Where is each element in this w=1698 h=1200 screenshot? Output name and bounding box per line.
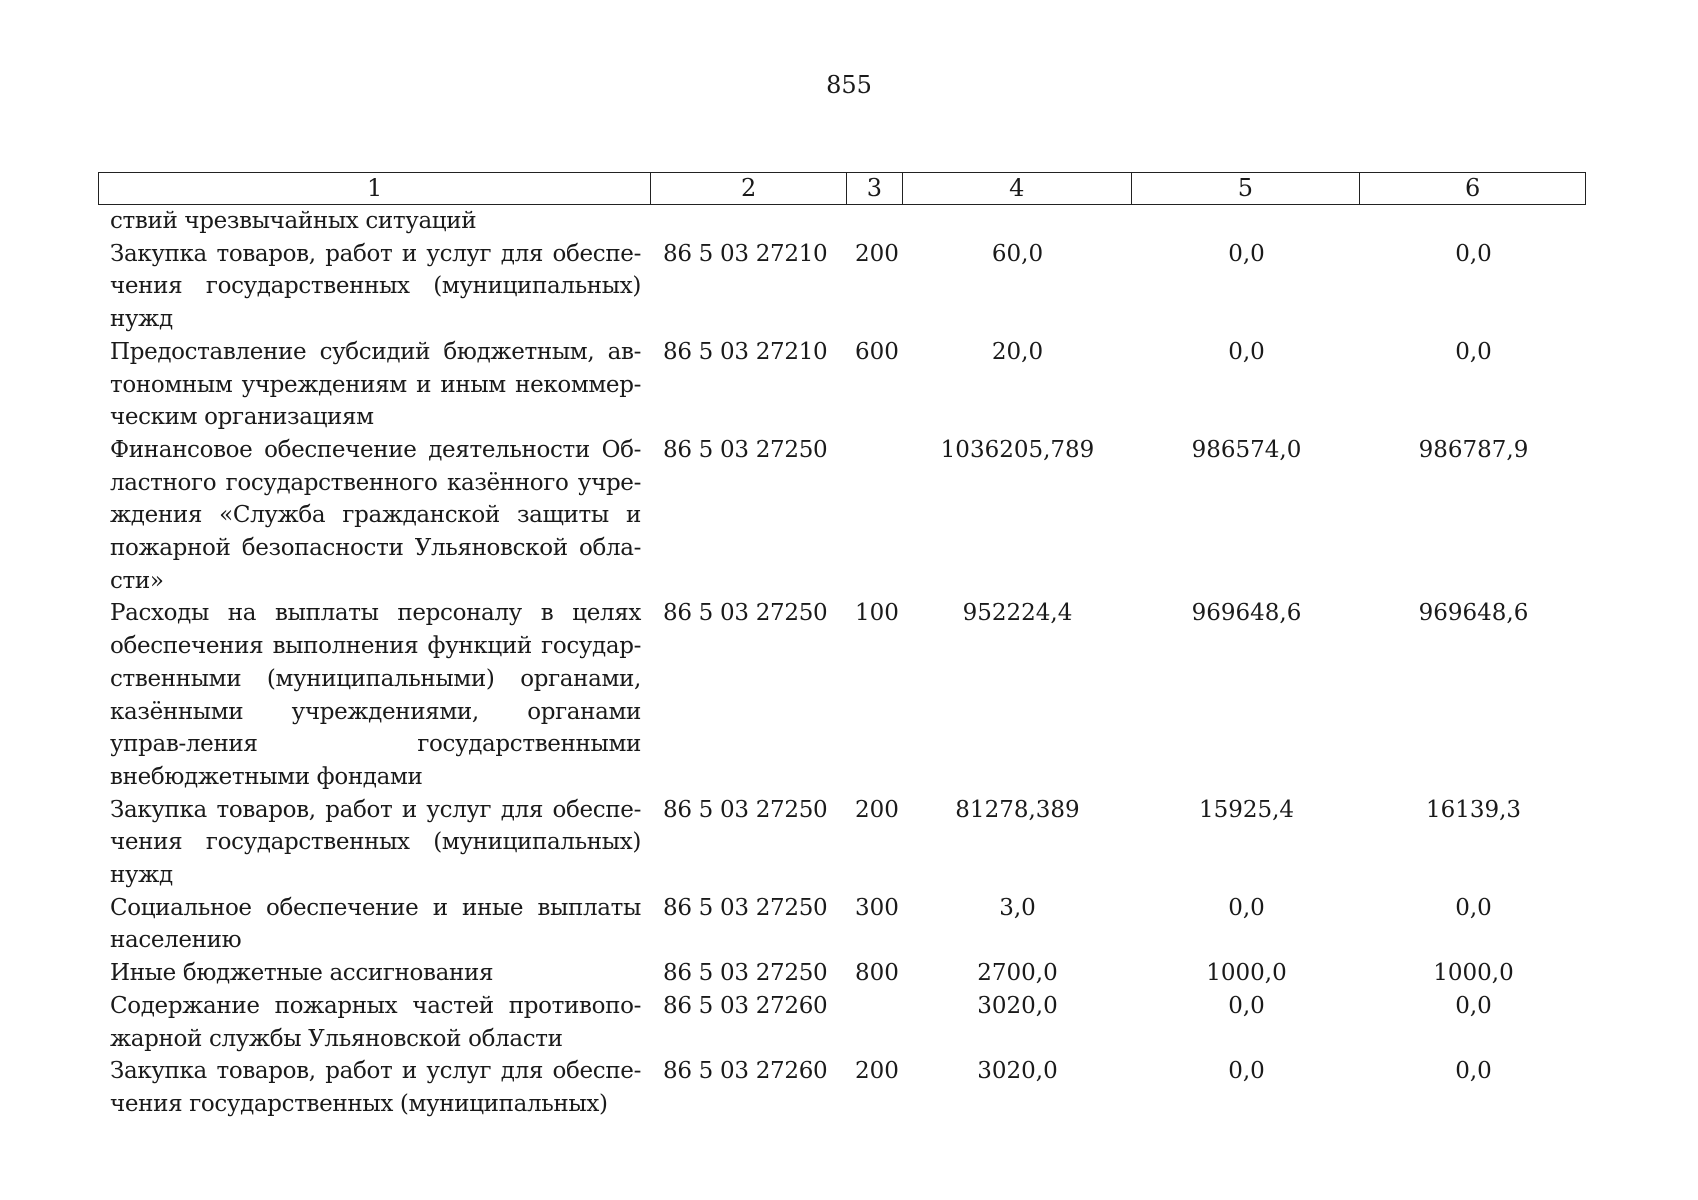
row-value-col6: 0,0 (1455, 992, 1492, 1019)
row-description: Закупка товаров, работ и услуг для обеспе-чения государственных (муниципальных) нужд (110, 796, 641, 889)
row-value-col6: 0,0 (1455, 338, 1492, 365)
row-value-col4: 2700,0 (977, 960, 1058, 987)
row-expense-type: 600 (855, 338, 899, 365)
row-value-col4: 20,0 (991, 338, 1044, 365)
row-description: Закупка товаров, работ и услуг для обеспе-чения государственных (муниципальных) нужд (110, 240, 641, 333)
header-col-5: 5 (1132, 173, 1361, 204)
row-value-col5: 0,0 (1228, 338, 1265, 365)
header-col-1: 1 (99, 173, 651, 204)
row-description: Содержание пожарных частей противопо-жарной службы Ульяновской области (110, 992, 641, 1052)
row-expense-type: 200 (855, 1058, 899, 1085)
row-value-col4: 3,0 (999, 894, 1036, 921)
row-value-col4: 3020,0 (977, 1058, 1058, 1085)
row-value-col6: 986787,9 (1418, 436, 1529, 463)
row-description: Финансовое обеспечение деятельности Об-ластного государственного казённого учре-ждения «Служба гражданской защиты и пожарной безопасности Ульяновской обла-сти» (110, 436, 641, 594)
table-row (98, 957, 1586, 990)
row-value-col4: 952224,4 (962, 600, 1073, 627)
row-description: Иные бюджетные ассигнования (110, 960, 494, 987)
row-value-col6: 0,0 (1455, 894, 1492, 921)
row-expense-type: 200 (855, 796, 899, 823)
page-number: 855 (826, 71, 872, 99)
row-value-col5: 15925,4 (1198, 796, 1295, 823)
row-value-col4: 81278,389 (955, 796, 1080, 823)
row-value-col6: 16139,3 (1425, 796, 1522, 823)
row-value-col5: 1000,0 (1206, 960, 1287, 987)
table-header-row (98, 172, 1586, 205)
row-value-col4: 60,0 (991, 240, 1044, 267)
budget-table (98, 172, 1586, 1121)
row-value-col6: 969648,6 (1418, 600, 1529, 627)
table-row (98, 892, 1586, 957)
header-col-4: 4 (903, 173, 1132, 204)
row-value-col5: 0,0 (1228, 240, 1265, 267)
table-row (98, 1055, 1586, 1120)
row-expense-type: 200 (855, 240, 899, 267)
row-description: Закупка товаров, работ и услуг для обеспе-чения государственных (муниципальных) (110, 1058, 641, 1117)
row-expense-type: 800 (855, 960, 899, 987)
row-value-col5: 0,0 (1228, 894, 1265, 921)
row-value-col6: 1000,0 (1433, 960, 1514, 987)
row-code: 86 5 03 27260 (663, 1058, 828, 1085)
row-code: 86 5 03 27250 (663, 960, 828, 987)
header-col-3: 3 (847, 173, 903, 204)
row-code: 86 5 03 27260 (663, 992, 828, 1019)
table-row (98, 205, 1586, 238)
row-code: 86 5 03 27250 (663, 600, 828, 627)
table-row (98, 597, 1586, 793)
header-col-2: 2 (651, 173, 847, 204)
row-description: ствий чрезвычайных ситуаций (110, 208, 477, 234)
row-description: Социальное обеспечение и иные выплаты населению (110, 894, 641, 954)
row-value-col6: 0,0 (1455, 1058, 1492, 1085)
row-value-col4: 3020,0 (977, 992, 1058, 1019)
header-col-6: 6 (1464, 174, 1481, 202)
row-description: Предоставление субсидий бюджетным, ав-тономным учреждениям и иным некоммер-ческим организациям (110, 338, 641, 431)
table-row (98, 434, 1586, 598)
row-code: 86 5 03 27210 (663, 338, 828, 365)
table-row (98, 238, 1586, 336)
row-value-col5: 986574,0 (1191, 436, 1302, 463)
row-code: 86 5 03 27250 (663, 436, 828, 463)
row-code: 86 5 03 27250 (663, 796, 828, 823)
row-value-col4: 1036205,789 (940, 436, 1095, 463)
row-description: Расходы на выплаты персоналу в целях обеспечения выполнения функций государ-ственными (муниципальными) органами, казёнными учреждениями, органами управ-ления государственными внебюджетными фондами (110, 600, 641, 790)
row-code: 86 5 03 27250 (663, 894, 828, 921)
row-value-col5: 969648,6 (1191, 600, 1302, 627)
row-value-col5: 0,0 (1228, 992, 1265, 1019)
row-expense-type: 100 (855, 600, 899, 627)
row-value-col6: 0,0 (1455, 240, 1492, 267)
row-code: 86 5 03 27210 (663, 240, 828, 267)
table-body (98, 205, 1586, 1121)
table-row (98, 336, 1586, 434)
row-value-col5: 0,0 (1228, 1058, 1265, 1085)
table-row (98, 990, 1586, 1055)
row-expense-type: 300 (855, 894, 899, 921)
table-row (98, 794, 1586, 892)
